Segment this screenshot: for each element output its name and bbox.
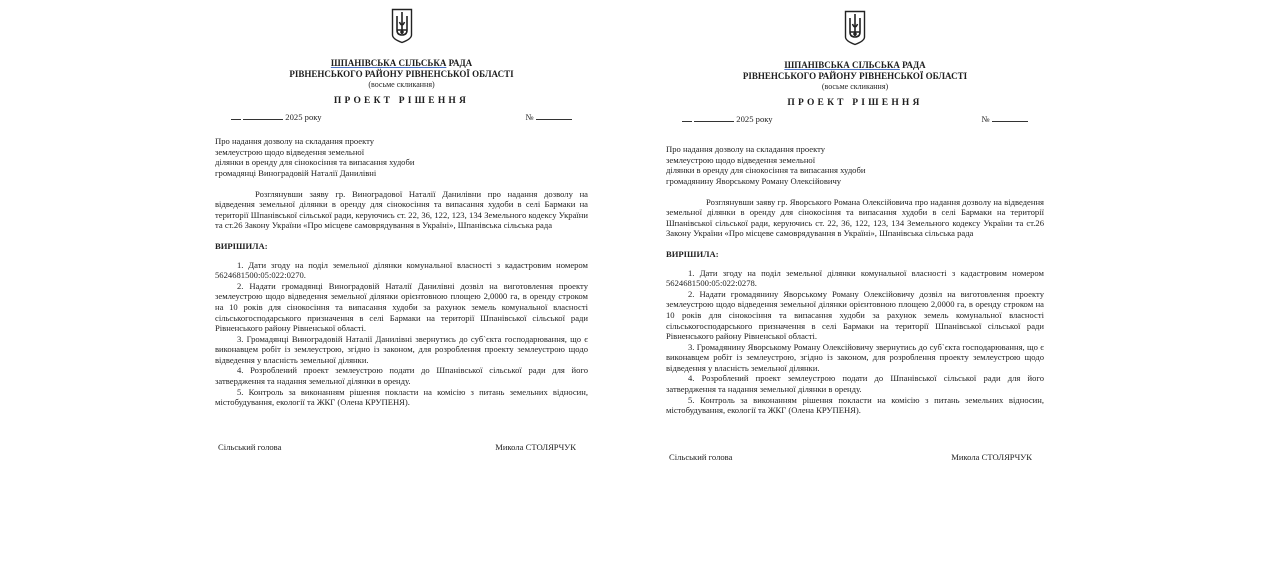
signature-title: Сільський голова bbox=[669, 451, 733, 462]
decision-item: 1. Дати згоду на поділ земельної ділянки комунальної власності з кадастровим номером 5624681500:05:022:0270. bbox=[215, 259, 588, 281]
signature-title: Сільський голова bbox=[218, 441, 282, 452]
decision-item: 2. Надати громадянці Виноградовій Наталії Данилівні дозвіл на виготовлення проекту землеустрою щодо відведення земельної ділянки орієнтовною площею 2,0000 га, в оренду строком на 10 років для сінокосіння та випасання худоби за рахунок земель комунальної власності сільськогосподарського призначення в селі Бармаки на території Шпанівської сільської ради Рівненського району Рівненської області. bbox=[215, 280, 588, 334]
date-field: 2025 року bbox=[231, 111, 322, 123]
date-line bbox=[666, 113, 1044, 125]
convocation: (восьме скликання) bbox=[821, 82, 889, 91]
document-type-title: ПРОЕКТ РІШЕННЯ bbox=[787, 98, 923, 108]
decision-item: 4. Розроблений проект землеустрою подати до Шпанівської сільської ради для його затвердження та надання земельної ділянки в оренду. bbox=[215, 365, 588, 387]
document-type-title: ПРОЕКТ РІШЕННЯ bbox=[333, 96, 470, 106]
coat-of-arms-icon bbox=[391, 8, 413, 44]
decision-items bbox=[666, 268, 1044, 416]
convocation: (восьме скликання) bbox=[368, 80, 435, 89]
council-name: ШПАНІВСЬКА СІЛЬСЬКА РАДА bbox=[784, 60, 926, 70]
subject-line: ділянки в оренду для сінокосіння та випасання худоби bbox=[666, 165, 866, 176]
decision-item: 2. Надати громадянину Яворському Роману Олексійовичу дозвіл на виготовлення проекту землеустрою щодо відведення земельної ділянки орієнтовною площею 2,0000 га, в оренду строком на 10 років для сінокосіння та випасання худоби за рахунок земель комунальної власності сільськогосподарського призначення в селі Бармаки на території Шпанівської сільської ради Рівненського району Рівненської області. bbox=[666, 288, 1044, 342]
decision-item: 3. Громадянці Виноградовій Наталії Данилівні звернутись до суб`єкта господарювання, що є виконавцем робіт із землеустрою, згідно із законом, для розроблення проекту землеустрою щодо відведення у власність земельної ділянки. bbox=[215, 333, 588, 365]
preamble-paragraph: Розглянувши заяву гр. Виноградової Наталії Данилівни про надання дозволу на відведення земельної ділянки в оренду для сінокосіння та випасання худоби в селі Бармаки на території Шпанівської сільської ради, керуючись ст. 22, 36, 122, 123, 134 Земельного кодексу України та ст.26 Закону України «Про місцеве самоврядування в Україні», Шпанівська сільська рада bbox=[215, 188, 588, 231]
subject-line: громадянці Виноградовій Наталії Данилівні bbox=[215, 167, 377, 178]
district-line: РІВНЕНСЬКОГО РАЙОНУ РІВНЕНСЬКОЇ ОБЛАСТІ bbox=[742, 71, 968, 81]
decided-heading: ВИРІШИЛА: bbox=[215, 240, 268, 251]
council-name: ШПАНІВСЬКА СІЛЬСЬКА РАДА bbox=[330, 58, 473, 68]
number-field: № bbox=[526, 111, 572, 123]
signature-name: Микола СТОЛЯРЧУК bbox=[951, 451, 1032, 462]
decision-item: 5. Контроль за виконанням рішення покласти на комісію з питань земельних відносин, містобудування, екології та ЖКГ (Олена КРУПЕНЯ). bbox=[215, 386, 588, 408]
subject-line: Про надання дозволу на складання проекту bbox=[215, 136, 375, 147]
draft-decision-document-right bbox=[666, 10, 1044, 462]
signature-block bbox=[215, 442, 588, 453]
subject-block bbox=[215, 136, 588, 178]
decision-item: 1. Дати згоду на поділ земельної ділянки комунальної власності з кадастровим номером 5624681500:05:022:0278. bbox=[666, 267, 1044, 289]
subject-line: Про надання дозволу на складання проекту bbox=[666, 144, 826, 155]
draft-decision-document-left bbox=[215, 8, 588, 452]
decided-heading: ВИРІШИЛА: bbox=[666, 248, 719, 259]
subject-block bbox=[666, 144, 1044, 186]
date-field: 2025 року bbox=[682, 113, 773, 125]
number-field: № bbox=[982, 113, 1028, 125]
signature-block bbox=[666, 452, 1044, 463]
subject-line: ділянки в оренду для сінокосіння та випасання худоби bbox=[215, 157, 415, 168]
subject-line: громадянину Яворському Роману Олексійовичу bbox=[666, 175, 842, 186]
preamble-paragraph: Розглянувши заяву гр. Яворського Романа Олексійовича про надання дозволу на відведення земельної ділянки в оренду для сінокосіння та випасання худоби в селі Бармаки на території Шпанівської сільської ради, керуючись ст. 22, 36, 122, 123, 134 Земельного кодексу України та ст.26 Закону України «Про місцеве самоврядування в Україні», Шпанівська сільська рада bbox=[666, 196, 1044, 239]
coat-of-arms-icon bbox=[844, 10, 866, 46]
date-line bbox=[215, 111, 588, 123]
signature-name: Микола СТОЛЯРЧУК bbox=[495, 441, 576, 452]
decision-item: 5. Контроль за виконанням рішення покласти на комісію з питань земельних відносин, містобудування, екології та ЖКГ (Олена КРУПЕНЯ). bbox=[666, 394, 1044, 416]
district-line: РІВНЕНСЬКОГО РАЙОНУ РІВНЕНСЬКОЇ ОБЛАСТІ bbox=[289, 69, 514, 79]
subject-line: землеустрою щодо відведення земельної bbox=[215, 146, 365, 157]
decision-item: 3. Громадянину Яворському Роману Олексійовичу звернутись до суб`єкта господарювання, що є виконавцем робіт із землеустрою, згідно із законом, для розроблення проекту землеустрою щодо відведення у власність земельної ділянки. bbox=[666, 341, 1044, 373]
subject-line: землеустрою щодо відведення земельної bbox=[666, 154, 816, 165]
decision-items bbox=[215, 260, 588, 408]
decision-item: 4. Розроблений проект землеустрою подати до Шпанівської сільської ради для його затвердження та надання земельної ділянки в оренду. bbox=[666, 373, 1044, 395]
